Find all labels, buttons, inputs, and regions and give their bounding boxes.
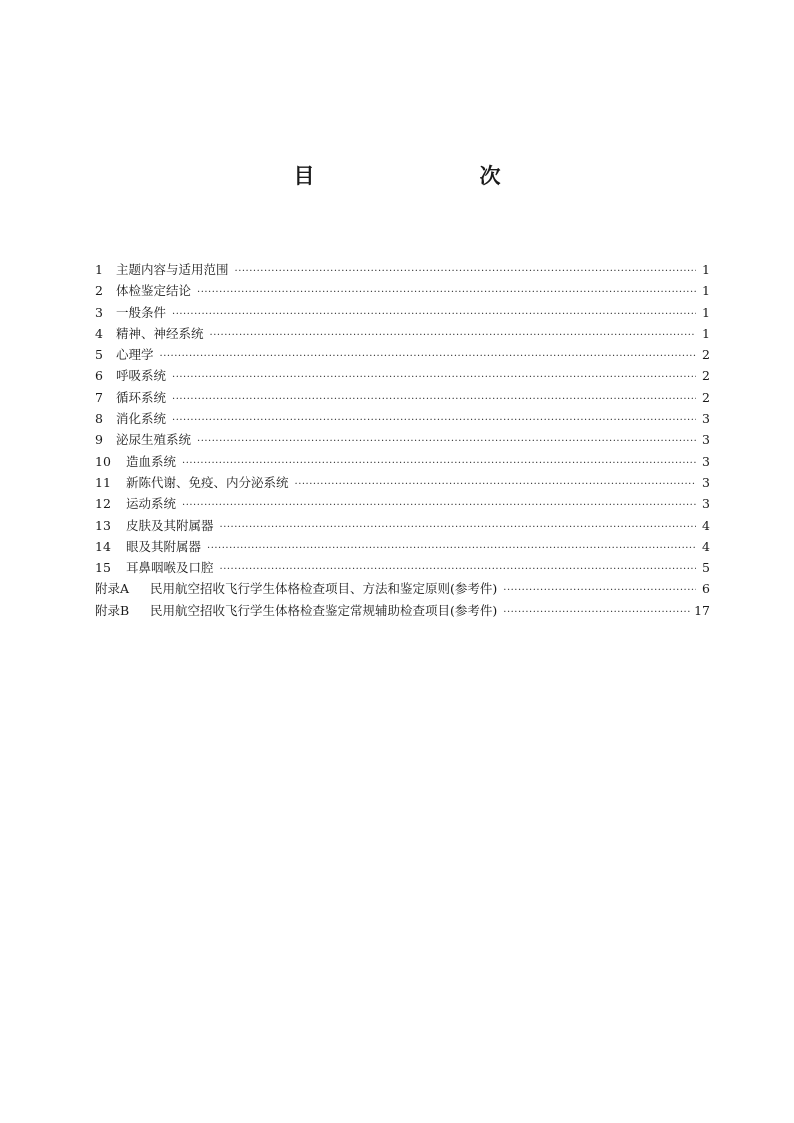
leader-dots [172, 410, 696, 431]
toc-entry-2[interactable] [95, 280, 710, 301]
leader-dots [197, 431, 696, 452]
toc-entry-13[interactable] [95, 515, 710, 536]
toc-entry-label: 耳鼻咽喉及口腔 [126, 560, 214, 576]
toc-entry-number: 11 [95, 474, 111, 490]
toc-entry-label: 体检鉴定结论 [116, 283, 192, 299]
toc-entry-number: 10 [95, 453, 111, 469]
toc-entry-label: 精神、神经系统 [116, 325, 204, 341]
toc-entry-number: 9 [95, 432, 103, 448]
toc-entry-4[interactable] [95, 323, 710, 344]
toc-entry-label: 心理学 [116, 347, 154, 363]
toc-entry-number: 15 [95, 560, 111, 576]
leader-dots [172, 367, 696, 388]
toc-entry-8[interactable] [95, 408, 710, 429]
leader-dots [207, 538, 696, 559]
leader-dots [197, 282, 696, 303]
leader-dots [220, 517, 696, 538]
toc-entry-number: 附录A [95, 581, 130, 597]
toc-entry-14[interactable] [95, 536, 710, 557]
toc-entry-label: 运动系统 [126, 496, 177, 512]
toc-entry-number: 2 [95, 283, 103, 299]
toc-entry-label: 新陈代谢、免疫、内分泌系统 [126, 474, 289, 490]
toc-entry-number: 6 [95, 368, 103, 384]
toc-entry-3[interactable] [95, 302, 710, 323]
toc-entry-9[interactable] [95, 429, 710, 450]
leader-dots [210, 325, 696, 346]
toc-entry-number: 12 [95, 496, 111, 512]
toc-entry-5[interactable] [95, 344, 710, 365]
toc-entry-appendix-a[interactable] [95, 578, 710, 599]
toc-entry-page: 4 [702, 517, 710, 533]
toc-entry-page: 3 [702, 432, 710, 448]
leader-dots [220, 559, 696, 580]
toc-entry-label: 一般条件 [116, 304, 167, 320]
toc-entry-6[interactable] [95, 365, 710, 386]
table-of-contents [95, 259, 710, 621]
toc-entry-label: 呼吸系统 [116, 368, 167, 384]
toc-entry-page: 2 [702, 368, 710, 384]
toc-entry-page: 4 [702, 538, 710, 554]
toc-entry-appendix-b[interactable] [95, 600, 710, 621]
toc-entry-label: 民用航空招收飞行学生体格检查项目、方法和鉴定原则(参考件) [150, 581, 498, 597]
leader-dots [182, 453, 696, 474]
toc-entry-page: 3 [702, 411, 710, 427]
toc-title: 目 次 [293, 164, 573, 188]
toc-entry-label: 消化系统 [116, 411, 167, 427]
leader-dots [503, 602, 690, 623]
leader-dots [160, 346, 696, 367]
toc-entry-number: 3 [95, 304, 103, 320]
leader-dots [172, 389, 696, 410]
toc-entry-page: 2 [702, 389, 710, 405]
toc-entry-page: 2 [702, 347, 710, 363]
toc-entry-number: 7 [95, 389, 103, 405]
toc-entry-page: 17 [694, 602, 710, 618]
toc-entry-number: 13 [95, 517, 111, 533]
toc-entry-number: 5 [95, 347, 103, 363]
toc-entry-page: 1 [702, 283, 710, 299]
toc-entry-12[interactable] [95, 493, 710, 514]
toc-entry-11[interactable] [95, 472, 710, 493]
leader-dots [503, 580, 696, 601]
leader-dots [182, 495, 696, 516]
toc-entry-number: 附录B [95, 602, 130, 618]
toc-entry-label: 眼及其附属器 [126, 538, 202, 554]
toc-entry-number: 1 [95, 262, 103, 277]
toc-entry-label: 皮肤及其附属器 [126, 517, 214, 533]
toc-entry-1[interactable] [95, 259, 710, 280]
toc-entry-page: 5 [702, 560, 710, 576]
toc-entry-10[interactable] [95, 451, 710, 472]
toc-entry-15[interactable] [95, 557, 710, 578]
toc-entry-number: 8 [95, 411, 103, 427]
leader-dots [235, 261, 696, 282]
toc-entry-page: 3 [702, 474, 710, 490]
leader-dots [295, 474, 696, 495]
toc-entry-7[interactable] [95, 387, 710, 408]
toc-entry-label: 循环系统 [116, 389, 167, 405]
toc-entry-label: 造血系统 [126, 453, 177, 469]
toc-entry-label: 主题内容与适用范围 [116, 262, 229, 277]
toc-entry-page: 3 [702, 496, 710, 512]
toc-entry-page: 1 [702, 325, 710, 341]
toc-entry-page: 6 [702, 581, 710, 597]
toc-entry-page: 1 [702, 262, 710, 277]
toc-entry-number: 14 [95, 538, 111, 554]
toc-entry-page: 1 [702, 304, 710, 320]
toc-entry-page: 3 [702, 453, 710, 469]
leader-dots [172, 304, 696, 325]
toc-entry-label: 泌尿生殖系统 [116, 432, 192, 448]
toc-entry-label: 民用航空招收飞行学生体格检查鉴定常规辅助检查项目(参考件) [150, 602, 498, 618]
toc-entry-number: 4 [95, 325, 103, 341]
